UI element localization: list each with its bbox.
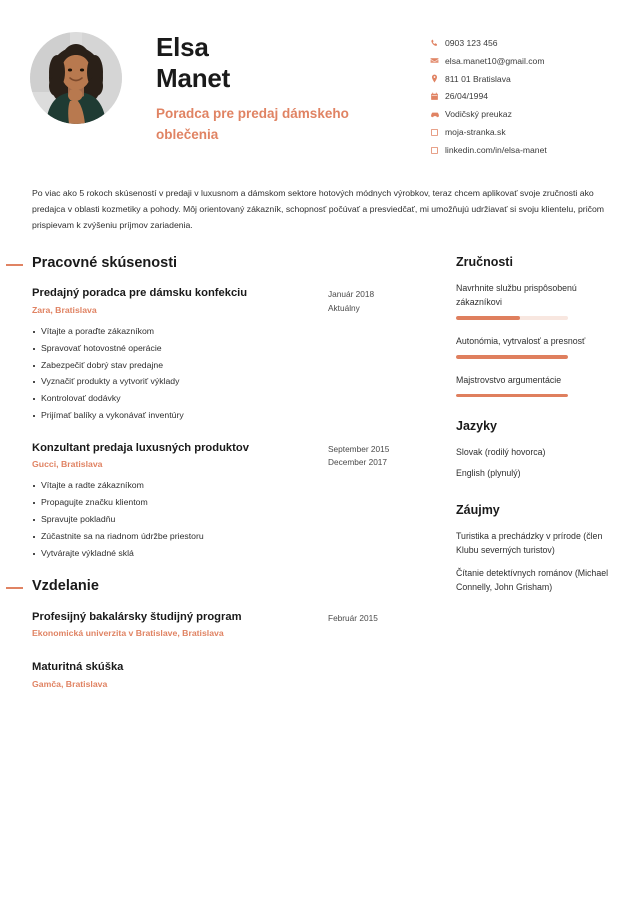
skill-item (456, 334, 612, 359)
resume-header (0, 0, 640, 163)
experience-bullets (32, 326, 424, 421)
job-title: Poradca pre predaj dámskeho oblečenia (156, 106, 349, 142)
education-institution: Gamča, Bratislava (32, 678, 108, 689)
contact-list (424, 28, 610, 163)
list-item: Kontrolovať dodávky (32, 393, 424, 403)
skill-bar-fill (456, 394, 568, 397)
experience-dates (328, 286, 424, 315)
name-block (122, 28, 424, 145)
education-degree: Maturitná skúška (32, 660, 124, 673)
contact-value-birthdate: 26/04/1994 (445, 91, 489, 102)
section-heading-interests: Záujmy (456, 502, 500, 517)
experience-date-start: Január 2018 (328, 289, 375, 300)
languages-section (456, 419, 612, 481)
list-item: Prijímať balíky a vykonávať inventúry (32, 410, 424, 420)
contact-value-email: elsa.manet10@gmail.com (445, 55, 545, 66)
experience-role: Konzultant predaja luxusných produktov (32, 441, 249, 454)
email-icon (430, 56, 443, 65)
experience-date-start: September 2015 (328, 443, 390, 454)
education-dates (328, 610, 424, 625)
list-item: Propagujte značku klientom (32, 497, 424, 507)
experience-date-end: December 2017 (328, 457, 388, 468)
skill-bar-track (456, 355, 568, 358)
resume-body (0, 255, 640, 710)
avatar (30, 32, 122, 124)
experience-role: Predajný poradca pre dámsku konfekciu (32, 287, 248, 300)
contact-item-location (430, 74, 610, 84)
summary-paragraph: Po viac ako 5 rokoch skúseností v predaji v luxusnom a dámskom sektore hotových módnych výrobkov, teraz chcem aplikovať svoje zručnosti ako predajca v oblasti kozmetiky a pohody. Môj orientovaný zákazník, schopnosť počúvať a presviedčať, mi umožňujú udržiavať si svoju klientelu, pričom prispievam k zvýšeniu príjmov zariadenia. (32, 187, 605, 230)
skill-bar-track (456, 394, 568, 397)
first-name: Elsa (156, 32, 209, 62)
skill-item (456, 373, 612, 398)
website-icon (430, 128, 443, 137)
contact-item-phone (430, 38, 610, 48)
education-entry (32, 610, 424, 640)
contact-item-license (430, 109, 610, 119)
education-degree: Profesijný bakalársky študijný program (32, 610, 242, 623)
skill-label: Navrhnite službu prispôsobenú zákazníkovi (456, 282, 577, 308)
list-item: Vítajte a radte zákazníkom (32, 480, 424, 490)
skill-bar-track (456, 316, 568, 319)
list-item: Vytvárajte výkladné sklá (32, 548, 424, 558)
interest-item: Čítanie detektívnych románov (Michael Connelly, John Grisham) (456, 568, 609, 593)
contact-value-license: Vodičský preukaz (445, 109, 512, 120)
last-name: Manet (156, 62, 231, 93)
contact-value-website: moja-stranka.sk (445, 127, 506, 138)
experience-organization: Zara, Bratislava (32, 304, 97, 315)
education-dates (328, 660, 424, 662)
language-item: English (plynulý) (456, 468, 521, 479)
experience-bullets (32, 480, 424, 558)
skills-section (456, 255, 612, 397)
location-icon (430, 74, 443, 83)
contact-item-linkedin[interactable] (430, 145, 610, 155)
experience-date-end: Aktuálny (328, 302, 360, 313)
car-icon (430, 110, 443, 119)
list-item: Zúčastnite sa na riadnom údržbe priestoru (32, 531, 424, 541)
contact-value-location: 811 01 Bratislava (445, 73, 511, 84)
experience-entry (32, 286, 424, 420)
interest-item: Turistika a prechádzky v prírode (člen Klubu severných turistov) (456, 530, 603, 555)
education-entry (32, 660, 424, 690)
avatar-photo (30, 32, 122, 124)
contact-item-website[interactable] (430, 127, 610, 137)
contact-value-linkedin: linkedin.com/in/elsa-manet (445, 144, 547, 155)
list-item: Vítajte a poraďte zákazníkom (32, 326, 424, 336)
list-item: Spravovať hotovostné operácie (32, 343, 424, 353)
skill-bar-fill (456, 316, 520, 319)
contact-item-birthdate (430, 91, 610, 101)
experience-organization: Gucci, Bratislava (32, 459, 103, 470)
education-section (32, 578, 424, 690)
right-column (434, 255, 612, 710)
experience-entry (32, 441, 424, 558)
skill-item (456, 281, 612, 320)
left-column (32, 255, 434, 710)
education-date-start: Február 2015 (328, 612, 378, 623)
skill-label: Majstrovstvo argumentácie (456, 374, 562, 385)
section-heading-skills: Zručnosti (456, 254, 513, 269)
calendar-icon (430, 92, 443, 101)
linkedin-icon (430, 146, 443, 155)
interests-section (456, 503, 612, 595)
education-institution: Ekonomická univerzita v Bratislave, Bratislava (32, 628, 224, 639)
list-item: Vyznačiť produkty a vytvoriť výklady (32, 376, 424, 386)
section-heading-experience: Pracovné skúsenosti (32, 255, 424, 272)
contact-item-email (430, 56, 610, 66)
skill-label: Autonómia, vytrvalosť a presnosť (456, 335, 586, 346)
phone-icon (430, 39, 443, 48)
language-item: Slovak (rodilý hovorca) (456, 447, 546, 458)
list-item: Zabezpečiť dobrý stav predajne (32, 360, 424, 370)
experience-dates (328, 441, 424, 470)
contact-value-phone: 0903 123 456 (445, 38, 498, 48)
list-item: Spravujte pokladňu (32, 514, 424, 524)
section-heading-education: Vzdelanie (32, 578, 424, 595)
skill-bar-fill (456, 355, 568, 358)
section-heading-languages: Jazyky (456, 419, 498, 434)
